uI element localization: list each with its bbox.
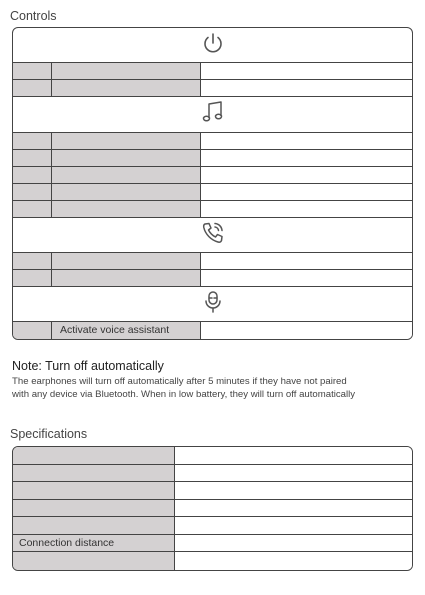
music-note-icon xyxy=(201,99,225,130)
specifications-table xyxy=(12,446,413,571)
spec-row xyxy=(13,500,412,518)
spec-row xyxy=(13,552,412,570)
controls-row xyxy=(13,167,412,184)
voice-group-header xyxy=(13,287,412,322)
activate-voice-assistant-label: Activate voice assistant xyxy=(52,322,201,339)
spec-row xyxy=(13,447,412,465)
phone-call-icon xyxy=(200,220,226,251)
auto-off-note xyxy=(12,359,417,401)
controls-row xyxy=(13,253,412,270)
note-line-1: The earphones will turn off automatically after 5 minutes if they have not paired xyxy=(12,376,347,387)
power-icon xyxy=(200,30,226,61)
spec-row xyxy=(13,535,412,553)
controls-row xyxy=(13,133,412,150)
note-title: Note: Turn off automatically xyxy=(12,359,164,373)
connection-distance-label: Connection distance xyxy=(13,535,175,552)
microphone-icon xyxy=(202,289,224,320)
controls-row xyxy=(13,150,412,167)
controls-title: Controls xyxy=(10,9,57,23)
note-line-2: with any device via Bluetooth. When in low battery, they will turn off automatically xyxy=(12,388,356,400)
controls-row xyxy=(13,184,412,201)
controls-row xyxy=(13,80,412,97)
spec-row xyxy=(13,465,412,483)
controls-row xyxy=(13,270,412,287)
spec-row xyxy=(13,482,412,500)
controls-row xyxy=(13,201,412,218)
controls-row xyxy=(13,322,412,339)
specifications-title: Specifications xyxy=(10,427,88,441)
music-group-header xyxy=(13,97,412,133)
controls-row xyxy=(13,63,412,80)
phone-group-header xyxy=(13,218,412,253)
spec-row xyxy=(13,517,412,535)
controls-table xyxy=(12,27,413,340)
power-group-header xyxy=(13,28,412,63)
